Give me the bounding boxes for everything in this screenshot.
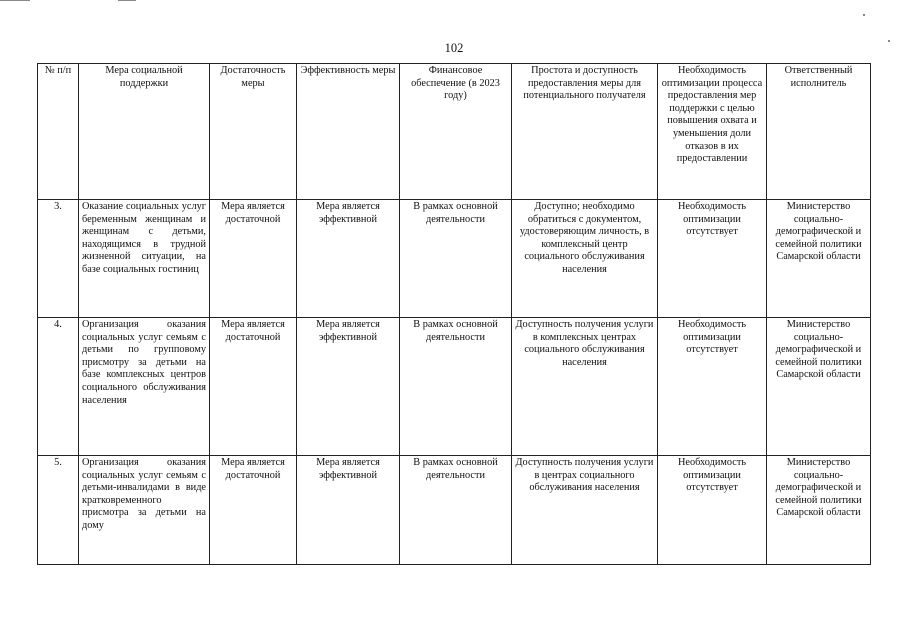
cell-sufficiency: Мера является достаточной <box>210 456 297 565</box>
cell-executor: Министерство социально-демографической и семейной политики Самарской области <box>767 200 871 318</box>
support-measures-table <box>37 63 871 565</box>
cell-executor: Министерство социально-демографической и семейной политики Самарской области <box>767 318 871 456</box>
cell-number: 4. <box>38 318 79 456</box>
table-row <box>38 318 871 456</box>
scan-line-top <box>0 0 30 1</box>
page-number: 102 <box>444 41 464 55</box>
header-number: № п/п <box>38 64 79 200</box>
table-row <box>38 200 871 318</box>
cell-optimization: Необходимость оптимизации отсутствует <box>658 200 767 318</box>
cell-measure: Оказание социальных услуг беременным женщинам и женщинам с детьми, находящимся в трудной жизненной ситуации, на базе социальных гостиниц <box>79 200 210 318</box>
cell-efficiency: Мера является эффективной <box>297 456 400 565</box>
header-executor: Ответственный исполнитель <box>767 64 871 200</box>
cell-accessibility: Доступность получения услуги в центрах социального обслуживания населения <box>512 456 658 565</box>
scan-dot <box>863 14 865 16</box>
header-optimization: Необходимость оптимизации процесса предоставления мер поддержки с целью повышения охвата и уменьшения доли отказов в их предоставлении <box>658 64 767 200</box>
header-accessibility: Простота и доступность предоставления меры для потенциального получателя <box>512 64 658 200</box>
cell-accessibility: Доступно; необходимо обратиться с документом, удостоверяющим личность, в комплексный центр социального обслуживания населения <box>512 200 658 318</box>
header-funding: Финансовое обеспечение (в 2023 году) <box>400 64 512 200</box>
cell-executor: Министерство социально-демографической и семейной политики Самарской области <box>767 456 871 565</box>
cell-optimization: Необходимость оптимизации отсутствует <box>658 456 767 565</box>
cell-funding: В рамках основной деятельности <box>400 456 512 565</box>
cell-number: 5. <box>38 456 79 565</box>
cell-optimization: Необходимость оптимизации отсутствует <box>658 318 767 456</box>
cell-measure: Организация оказания социальных услуг семьям с детьми по групповому присмотру за детьми на базе комплексных центров социального обслуживания населения <box>79 318 210 456</box>
cell-efficiency: Мера является эффективной <box>297 200 400 318</box>
header-sufficiency: Достаточность меры <box>210 64 297 200</box>
header-efficiency: Эффективность меры <box>297 64 400 200</box>
header-measure: Мера социальной поддержки <box>79 64 210 200</box>
scan-line-top-2 <box>118 0 136 1</box>
cell-accessibility: Доступность получения услуги в комплексных центрах социального обслуживания населения <box>512 318 658 456</box>
table-header-row <box>38 64 871 200</box>
cell-number: 3. <box>38 200 79 318</box>
cell-sufficiency: Мера является достаточной <box>210 200 297 318</box>
cell-funding: В рамках основной деятельности <box>400 200 512 318</box>
table-row <box>38 456 871 565</box>
cell-sufficiency: Мера является достаточной <box>210 318 297 456</box>
cell-efficiency: Мера является эффективной <box>297 318 400 456</box>
cell-funding: В рамках основной деятельности <box>400 318 512 456</box>
cell-measure: Организация оказания социальных услуг семьям с детьми-инвалидами в виде кратковременного присмотра за детьми на дому <box>79 456 210 565</box>
